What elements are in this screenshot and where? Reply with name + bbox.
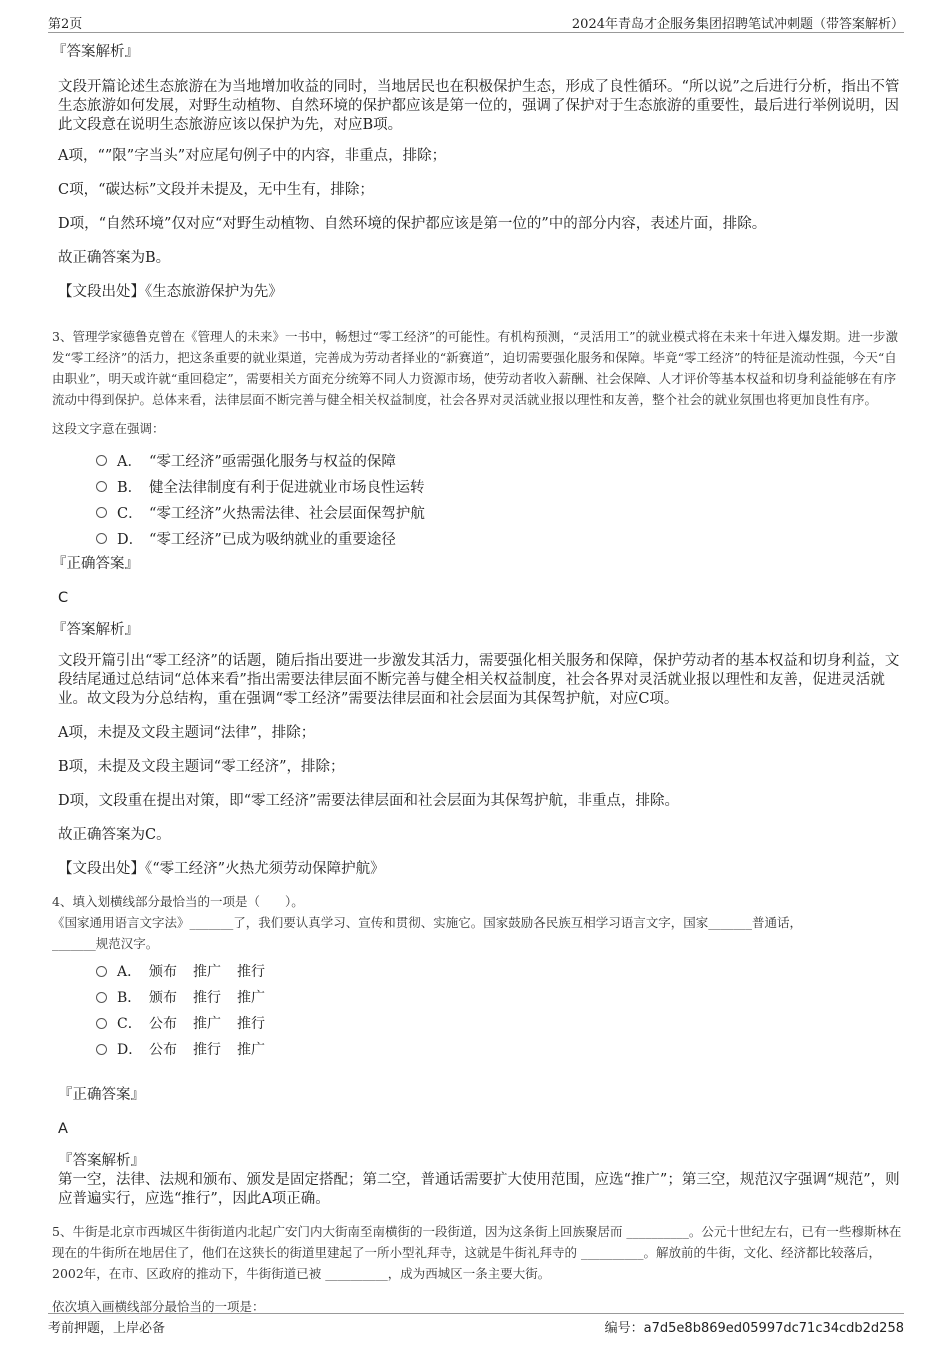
q4-analysis: 第一空，法律、法规和颁布、颁发是固定搭配；第二空，普通话需要扩大使用范围，应选“推广”；第三空，规范汉字强调“规范”，则应普遍实行，应选“推行”，因此A项正确。 bbox=[58, 1172, 900, 1207]
q4-option-a[interactable] bbox=[52, 958, 904, 984]
q3-option-b[interactable] bbox=[52, 473, 904, 499]
radio-icon[interactable] bbox=[96, 481, 107, 492]
option-word-2: 推广 bbox=[193, 964, 221, 980]
q2-option-c-note: C项，“碳达标”文段并未提及，无中生有，排除； bbox=[58, 182, 374, 198]
q2-conclusion: 故正确答案为B。 bbox=[58, 250, 171, 266]
q2-block bbox=[52, 43, 904, 302]
q4-stem: 4、填入划横线部分最恰当的一项是（ ）。 bbox=[52, 894, 304, 909]
option-word-3: 推广 bbox=[237, 990, 265, 1006]
q4-option-b[interactable] bbox=[52, 984, 904, 1010]
footer-code: a7d5e8b869ed05997dc71c34cdb2d258 bbox=[643, 1321, 904, 1336]
option-word-3: 推广 bbox=[237, 1042, 265, 1058]
radio-icon[interactable] bbox=[96, 455, 107, 466]
q2-option-d-note: D项，“自然环境”仅对应“对野生动植物、自然环境的保护都应该是第一位的”中的部分内容，表述片面，排除。 bbox=[58, 216, 767, 232]
option-letter: C． bbox=[117, 505, 143, 522]
q3-option-a[interactable] bbox=[52, 447, 904, 473]
option-word-1: 颁布 bbox=[149, 990, 177, 1006]
q3-analysis: 文段开篇引出“零工经济”的话题，随后指出要进一步激发其活力，需要强化相关服务和保障，保护劳动者的基本权益和切身利益，文段结尾通过总结词“总体来看”指出需要法律层面不断完善与健全相关权益制度，社会各界对灵活就业报以理性和友善，促进灵活就业。故文段为分总结构，重在强调“零工经济”需要法律层面和社会层面为其保驾护航，对应C项。 bbox=[58, 653, 900, 707]
option-word-1: 公布 bbox=[149, 1042, 177, 1058]
page-header bbox=[48, 12, 904, 33]
q5-block bbox=[52, 1221, 904, 1317]
option-text: 健全法律制度有利于促进就业市场良性运转 bbox=[149, 479, 425, 496]
q3-conclusion: 故正确答案为C。 bbox=[58, 827, 171, 843]
q4-analysis-label: 『答案解析』 bbox=[58, 1153, 145, 1169]
option-letter: A． bbox=[117, 964, 142, 980]
option-word-1: 公布 bbox=[149, 1016, 177, 1032]
q3-answer-label: 『正确答案』 bbox=[52, 556, 139, 572]
q5-stem: 5、牛街是北京市西城区牛街街道内北起广安门内大街南至南横街的一段街道，因为这条街上回族聚居而 __________。公元十世纪左右，已有一些穆斯林在现在的牛街所在地居住了，他们在这狭长的街道里建起了一所小型礼拜寺，这就是牛街礼拜寺的 __________。解放前的牛街，文化、经济都比较落后，2002年，在市、区政府的推动下，牛街街道已被 __________，成为西城区一条主要大街。 bbox=[52, 1224, 902, 1281]
footer-code-label: 编号： bbox=[604, 1321, 644, 1336]
q4-option-d[interactable] bbox=[52, 1036, 904, 1062]
option-word-3: 推行 bbox=[237, 1016, 265, 1032]
footer-code-wrap bbox=[605, 1317, 904, 1336]
option-text: “零工经济”亟需强化服务与权益的保障 bbox=[149, 453, 396, 470]
q3-option-d-note: D项，文段重在提出对策，即“零工经济”需要法律层面和社会层面为其保驾护航，非重点，排除。 bbox=[58, 793, 679, 809]
option-letter: D． bbox=[117, 1042, 143, 1058]
option-word-2: 推广 bbox=[193, 1016, 221, 1032]
q4-option-c[interactable] bbox=[52, 1010, 904, 1036]
q3-analysis-label: 『答案解析』 bbox=[52, 622, 139, 638]
page-footer bbox=[48, 1313, 904, 1336]
option-word-3: 推行 bbox=[237, 964, 265, 980]
option-letter: C． bbox=[117, 1016, 142, 1032]
option-text: “零工经济”火热需法律、社会层面保驾护航 bbox=[149, 505, 425, 522]
option-letter: B． bbox=[117, 479, 143, 496]
footer-slogan: 考前押题，上岸必备 bbox=[48, 1321, 166, 1336]
option-letter: B． bbox=[117, 990, 142, 1006]
q5-question: 依次填入画横线部分最恰当的一项是： bbox=[52, 1299, 265, 1314]
q3-answer: C bbox=[58, 589, 69, 606]
q3-option-b-note: B项，未提及文段主题词“零工经济”，排除； bbox=[58, 759, 345, 775]
radio-icon[interactable] bbox=[96, 1044, 107, 1055]
q4-answer-label: 『正确答案』 bbox=[58, 1087, 145, 1103]
option-word-1: 颁布 bbox=[149, 964, 177, 980]
radio-icon[interactable] bbox=[96, 1018, 107, 1029]
radio-icon[interactable] bbox=[96, 507, 107, 518]
document-title: 2024年青岛才企服务集团招聘笔试冲刺题（带答案解析） bbox=[571, 17, 904, 32]
q3-question: 这段文字意在强调： bbox=[52, 421, 165, 436]
q3-option-d[interactable] bbox=[52, 525, 904, 551]
q2-source: 【文段出处】《生态旅游保护为先》 bbox=[58, 284, 283, 300]
q3-stem: 3、管理学家德鲁克曾在《管理人的未来》一书中，畅想过“零工经济”的可能性。有机构预测，“灵活用工”的就业模式将在未来十年进入爆发期。进一步激发“零工经济”的活力，把这条重要的就业渠道，完善成为劳动者择业的“新赛道”，迫切需要强化服务和保障。毕竟“零工经济”的特征是流动性强，今天“自由职业”，明天或许就“重回稳定”，需要相关方面充分统筹不同人力资源市场，使劳动者收入薪酬、社会保障、人才评价等基本权益和切身利益能够在有序流动中得到保护。总体来看，法律层面不断完善与健全相关权益制度，社会各界对灵活就业报以理性和友善，整个社会的就业氛围也将更加良性有序。 bbox=[52, 329, 899, 407]
option-letter: D． bbox=[117, 531, 144, 548]
option-letter: A． bbox=[117, 453, 142, 470]
q4-passage: 《国家通用语言文字法》_______了，我们要认真学习、宣传和贯彻、实施它。国家鼓励各民族互相学习语言文字，国家_______普通话，_______规范汉字。 bbox=[52, 915, 803, 951]
q3-option-a-note: A项，未提及文段主题词“法律”，排除； bbox=[58, 725, 316, 741]
q4-answer: A bbox=[58, 1120, 68, 1137]
document-body bbox=[52, 43, 904, 1317]
q3-options bbox=[52, 447, 904, 551]
radio-icon[interactable] bbox=[96, 992, 107, 1003]
q2-analysis: 文段开篇论述生态旅游在为当地增加收益的同时，当地居民也在积极保护生态，形成了良性循环。“所以说”之后进行分析，指出不管生态旅游如何发展，对野生动植物、自然环境的保护都应该是第一位的，强调了保护对于生态旅游的重要性，最后进行举例说明，因此文段意在说明生态旅游应该以保护为先，对应B项。 bbox=[58, 79, 900, 133]
q2-analysis-label: 『答案解析』 bbox=[52, 44, 139, 60]
q4-block bbox=[52, 891, 904, 1209]
radio-icon[interactable] bbox=[96, 966, 107, 977]
option-word-2: 推行 bbox=[193, 1042, 221, 1058]
q4-options bbox=[52, 958, 904, 1062]
radio-icon[interactable] bbox=[96, 533, 107, 544]
q3-option-c[interactable] bbox=[52, 499, 904, 525]
page-number: 第2页 bbox=[48, 17, 83, 32]
option-text: “零工经济”已成为吸纳就业的重要途径 bbox=[149, 531, 396, 548]
q2-option-a-note: A项，“”限”字当头”对应尾句例子中的内容，非重点，排除； bbox=[58, 148, 447, 164]
q3-block bbox=[52, 326, 904, 879]
q3-source: 【文段出处】《“零工经济”火热尤须劳动保障护航》 bbox=[58, 861, 385, 877]
option-word-2: 推行 bbox=[193, 990, 221, 1006]
